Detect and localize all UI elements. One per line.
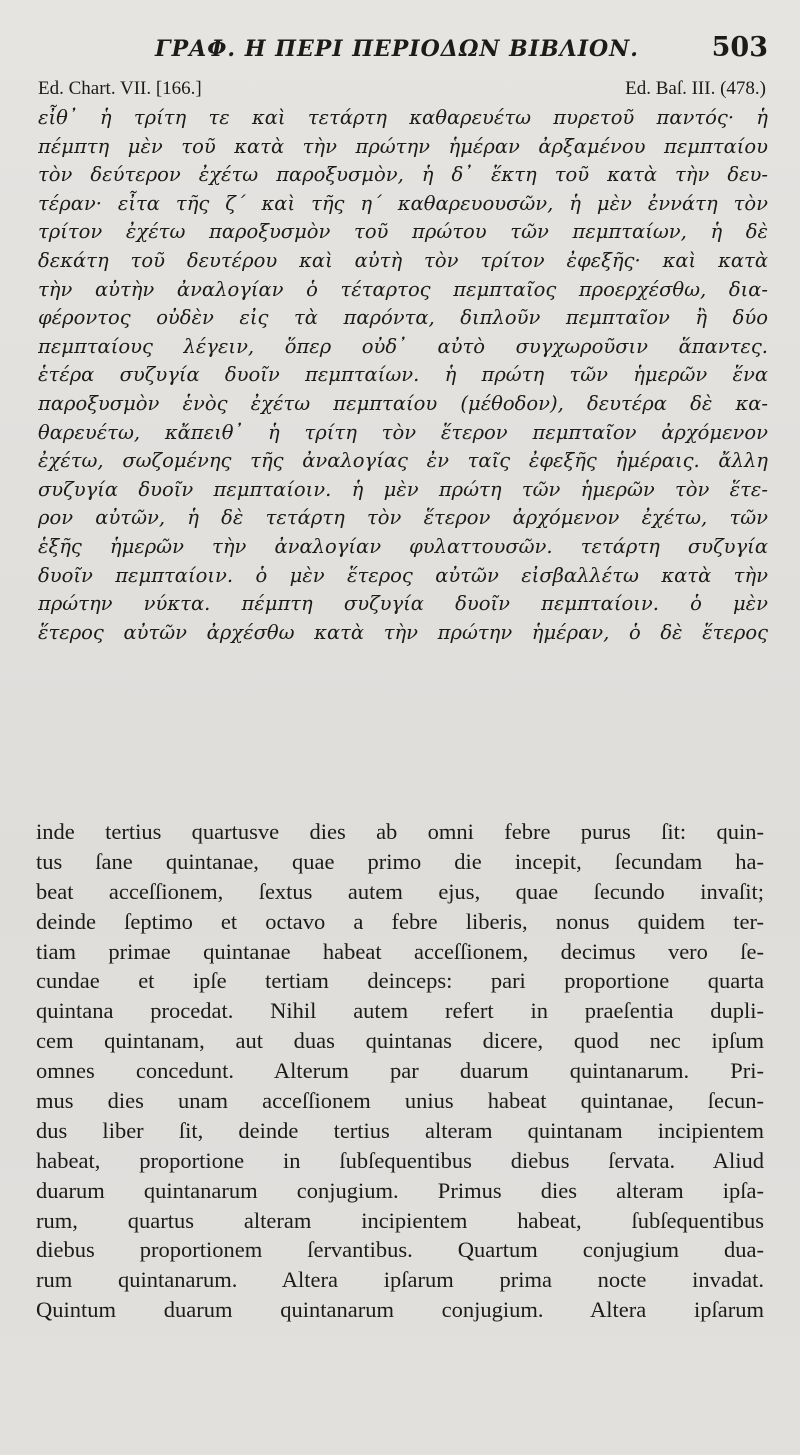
latin-text-line: omnes concedunt. Alterum par duarum quintanarum. Pri- (36, 1058, 764, 1084)
greek-text-line: τρίτον ἐχέτω παροξυσμὸν τοῦ πρώτου τῶν πεμπταίων, ἡ δὲ (38, 220, 768, 244)
latin-text-line: mus dies unam acceſſionem unius habeat quintanae, ſecun- (36, 1088, 764, 1114)
greek-text-line: τὴν αὐτὴν ἀναλογίαν ὁ τέταρτος πεμπταῖος προερχέσθω, δια- (38, 277, 768, 301)
greek-text-line: ἕτερος αὐτῶν ἀρχέσθω κατὰ τὴν πρώτην ἡμέραν, ὁ δὲ ἕτερος (38, 620, 768, 644)
greek-text-line: πέμπτη μὲν τοῦ κατὰ τὴν πρώτην ἡμέραν ἀρξαμένου πεμπταίου (38, 134, 768, 158)
greek-text-line: παροξυσμὸν ἑνὸς ἐχέτω πεμπταίου (μέθοδον), δευτέρα δὲ κα- (38, 391, 768, 415)
greek-text-block (38, 104, 768, 647)
latin-text-line: inde tertius quartusve dies ab omni febre purus ſit: quin- (36, 819, 764, 844)
greek-text-line: θαρευέτω, κἄπειθ᾽ ἡ τρίτη τὸν ἕτερον πεμπταῖον ἀρχόμενον (38, 420, 768, 444)
latin-text-line: cem quintanam, aut duas quintanas dicere, quod nec ipſum (36, 1028, 764, 1054)
greek-text-line: φέροντος οὐδὲν εἰς τὰ παρόντα, διπλοῦν πεμπταῖον ἢ δύο (38, 306, 768, 330)
running-title: ΓΡΑΦ. Η ΠΕΡΙ ΠΕΡΙΟΔΩΝ ΒΙΒΛΙΟΝ. (155, 36, 639, 62)
edition-reference-line (38, 78, 766, 100)
latin-text-line: cundae et ipſe tertiam deinceps: pari proportione quarta (36, 968, 764, 994)
latin-text-line: deinde ſeptimo et octavo a febre liberis, nonus quidem ter- (36, 908, 764, 934)
greek-text-line: δεκάτη τοῦ δευτέρου καὶ αὐτὴ τὸν τρίτον ἐφεξῆς· καὶ κατὰ (38, 248, 768, 272)
greek-text-line: ρον αὐτῶν, ἡ δὲ τετάρτη τὸν ἕτερον ἀρχόμενον ἐχέτω, τῶν (38, 506, 768, 530)
latin-text-block (36, 817, 764, 1325)
latin-text-line: duarum quintanarum conjugium. Primus dies alteram ipſa- (36, 1177, 764, 1203)
latin-text-line: tus ſane quintanae, quae primo die incepit, ſecundam ha- (36, 848, 764, 874)
latin-text-line: Quintum duarum quintanarum conjugium. Altera ipſarum (36, 1297, 764, 1323)
latin-text-line: tiam primae quintanae habeat acceſſionem, decimus vero ſe- (36, 938, 764, 964)
greek-text-line: τέραν· εἶτα τῆς ζ´ καὶ τῆς η´ καθαρευουσῶν, ἡ μὲν ἐννάτη τὸν (38, 191, 768, 215)
greek-text-line: ἐχέτω, σωζομένης τῆς ἀναλογίας ἐν ταῖς ἐφεξῆς ἡμέραις. ἄλλη (38, 449, 768, 473)
greek-text-line: πρώτην νύκτα. πέμπτη συζυγία δυοῖν πεμπταίοιν. ὁ μὲν (38, 592, 768, 616)
edition-chart-reference: Ed. Chart. VII. [166.] (38, 78, 202, 99)
latin-text-line: rum quintanarum. Altera ipſarum prima nocte invadat. (36, 1267, 764, 1293)
latin-text-line: habeat, proportione in ſubſequentibus diebus ſervata. Aliud (36, 1147, 764, 1173)
greek-text-line: συζυγία δυοῖν πεμπταίοιν. ἡ μὲν πρώτη τῶν ἡμερῶν τὸν ἕτε- (38, 477, 768, 501)
latin-text-line: dus liber ſit, deinde tertius alteram quintanam incipientem (36, 1117, 764, 1143)
greek-text-line: ἑξῆς ἡμερῶν τὴν ἀναλογίαν φυλαττουσῶν. τετάρτη συζυγία (38, 534, 768, 558)
greek-text-line: ἑτέρα συζυγία δυοῖν πεμπταίων. ἡ πρώτη τῶν ἡμερῶν ἕνα (38, 363, 768, 387)
latin-text-line: beat acceſſionem, ſextus autem ejus, quae ſecundo invaſit; (36, 878, 764, 904)
greek-text-line: πεμπταίους λέγειν, ὅπερ οὐδ᾽ αὐτὸ συγχωροῦσιν ἅπαντες. (38, 334, 768, 358)
edition-basel-reference: Ed. Baſ. III. (478.) (625, 78, 766, 99)
latin-text-line: quintana procedat. Nihil autem refert in praeſentia dupli- (36, 998, 764, 1024)
latin-text-line: rum, quartus alteram incipientem habeat, ſubſequentibus (36, 1207, 764, 1233)
greek-text-line: τὸν δεύτερον ἐχέτω παροξυσμὸν, ἡ δ᾽ ἕκτη τοῦ κατὰ τὴν δευ- (38, 163, 768, 187)
greek-text-line: δυοῖν πεμπταίοιν. ὁ μὲν ἕτερος αὐτῶν εἰσβαλλέτω κατὰ τὴν (38, 563, 768, 587)
running-head (0, 34, 800, 70)
greek-text-line: εἶθ᾽ ἡ τρίτη τε καὶ τετάρτη καθαρευέτω πυρετοῦ παντός· ἡ (38, 106, 768, 129)
page-number: 503 (711, 32, 768, 63)
latin-text-line: diebus proportionem ſervantibus. Quartum conjugium dua- (36, 1237, 764, 1263)
